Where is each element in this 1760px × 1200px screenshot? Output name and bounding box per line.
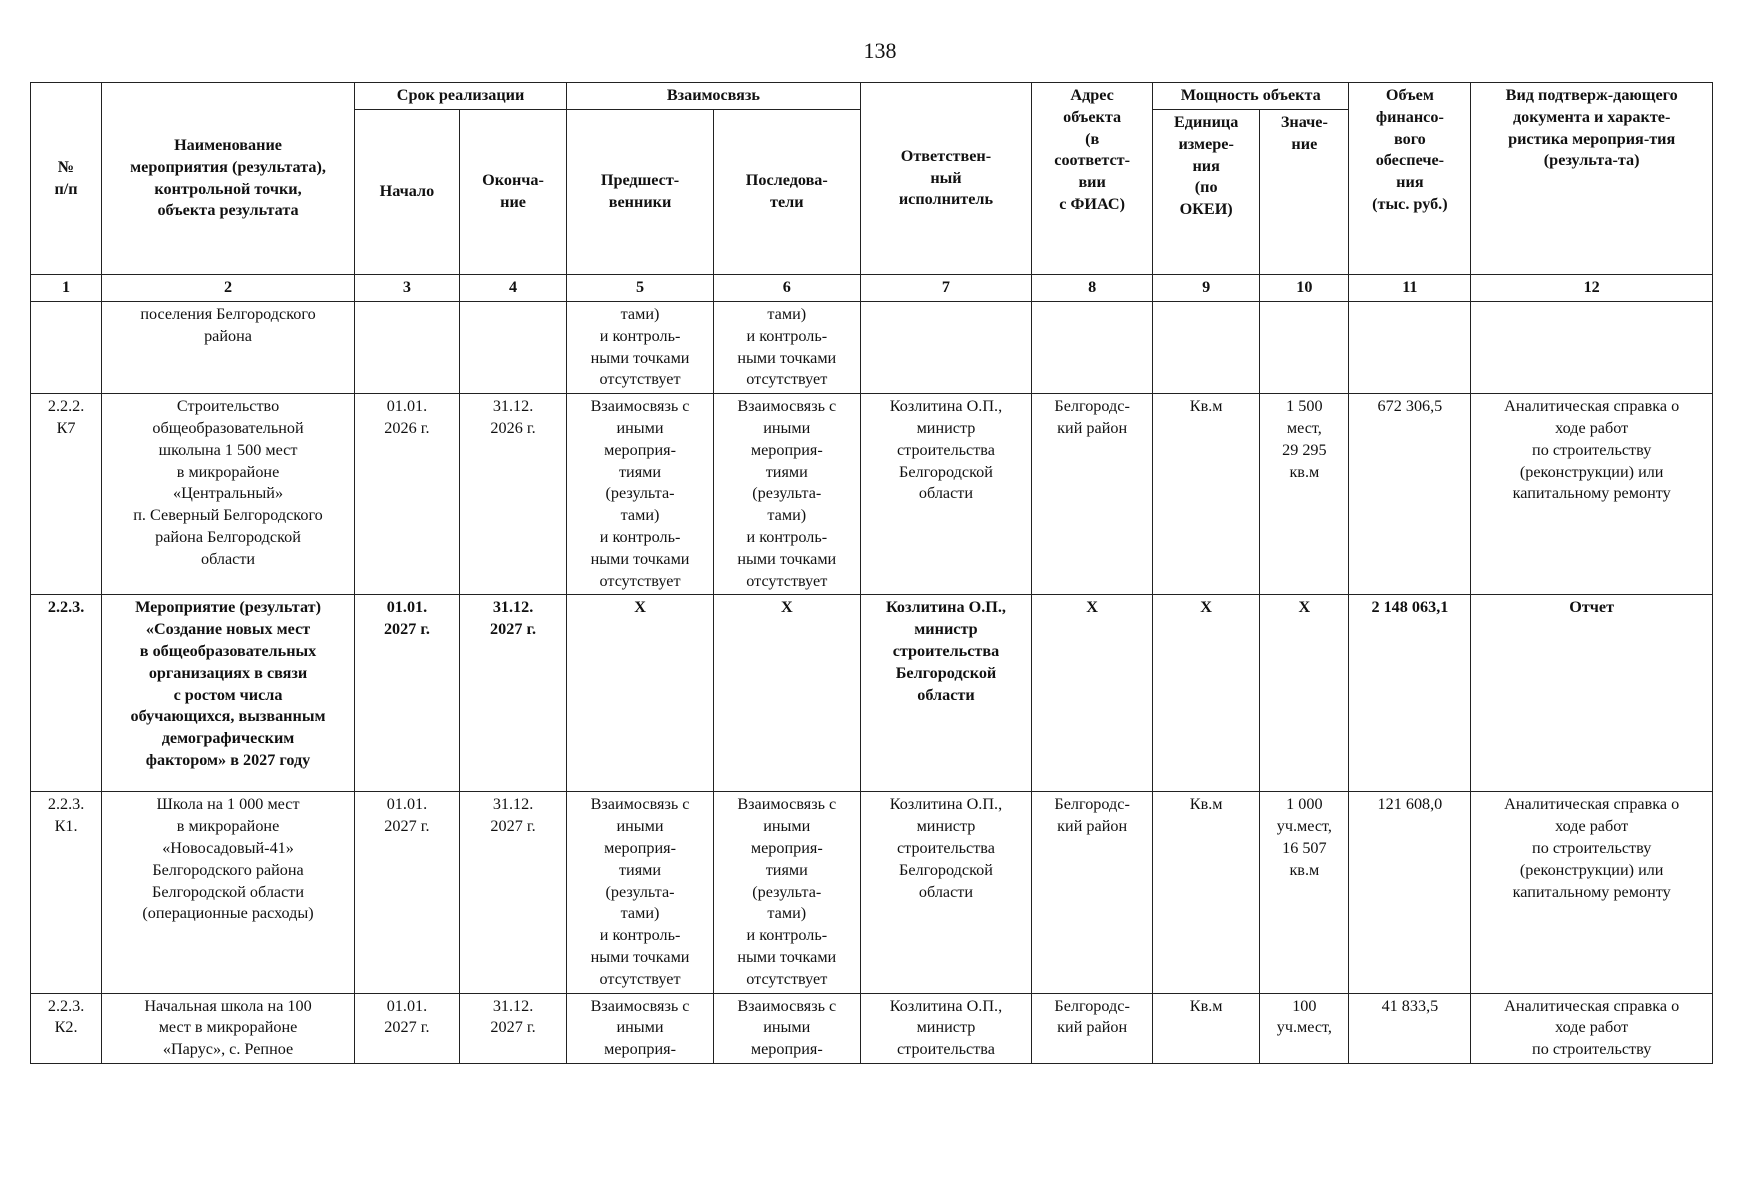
cell-num: 2.2.3. (31, 595, 102, 792)
cell-funding: 41 833,5 (1349, 993, 1471, 1063)
header-num: № п/п (31, 83, 102, 275)
col-number: 3 (354, 275, 459, 302)
col-number: 1 (31, 275, 102, 302)
col-number: 7 (860, 275, 1032, 302)
cell-document (1471, 302, 1713, 394)
cell-num: 2.2.2. К7 (31, 394, 102, 595)
table-row (31, 302, 1713, 394)
cell-num (31, 302, 102, 394)
cell-document: Аналитическая справка о ходе работ по строительству (реконструкции) или капитальному ремонту (1471, 792, 1713, 993)
cell-num: 2.2.3. К2. (31, 993, 102, 1063)
cell-name: Школа на 1 000 мест в микрорайоне «Новосадовый-41» Белгородского района Белгородской области (операционные расходы) (102, 792, 355, 993)
cell-predecessors: Взаимосвязь с иными мероприя- (567, 993, 714, 1063)
cell-predecessors: Взаимосвязь с иными мероприя- тиями (результа- тами) и контроль- ными точками отсутствует (567, 792, 714, 993)
table-row (31, 595, 1713, 792)
cell-successors: тами) и контроль- ными точками отсутствует (713, 302, 860, 394)
cell-unit: Кв.м (1153, 993, 1260, 1063)
header-predecessors: Предшест- венники (567, 110, 714, 275)
cell-value: 100 уч.мест, (1260, 993, 1349, 1063)
events-table (30, 82, 1713, 1064)
cell-successors: Взаимосвязь с иными мероприя- тиями (результа- тами) и контроль- ными точками отсутствует (713, 394, 860, 595)
table-row (31, 993, 1713, 1063)
header-successors: Последова- тели (713, 110, 860, 275)
col-number: 10 (1260, 275, 1349, 302)
header-relation: Взаимосвязь (567, 83, 861, 110)
cell-end: 31.12. 2027 г. (459, 792, 566, 993)
cell-funding: 2 148 063,1 (1349, 595, 1471, 792)
cell-address: Белгородс- кий район (1032, 792, 1153, 993)
header-start: Начало (354, 110, 459, 275)
cell-end: 31.12. 2027 г. (459, 993, 566, 1063)
col-number: 11 (1349, 275, 1471, 302)
cell-document: Аналитическая справка о ходе работ по строительству (1471, 993, 1713, 1063)
cell-executor: Козлитина О.П., министр строительства (860, 993, 1032, 1063)
col-number: 8 (1032, 275, 1153, 302)
cell-start: 01.01. 2027 г. (354, 792, 459, 993)
cell-executor: Козлитина О.П., министр строительства Белгородской области (860, 595, 1032, 792)
header-period: Срок реализации (354, 83, 566, 110)
cell-successors: Х (713, 595, 860, 792)
table-row (31, 394, 1713, 595)
header-unit: Единица измере- ния (по ОКЕИ) (1153, 110, 1260, 275)
header-end: Оконча- ние (459, 110, 566, 275)
header-name: Наименование мероприятия (результата), контрольной точки, объекта результата (102, 83, 355, 275)
cell-funding: 121 608,0 (1349, 792, 1471, 993)
cell-num: 2.2.3. К1. (31, 792, 102, 993)
cell-address: Белгородс- кий район (1032, 993, 1153, 1063)
cell-executor: Козлитина О.П., министр строительства Белгородской области (860, 792, 1032, 993)
cell-name: Мероприятие (результат) «Создание новых мест в общеобразовательных организациях в связи с ростом числа обучающихся, вызванным демографическим фактором» в 2027 году (102, 595, 355, 792)
col-number: 4 (459, 275, 566, 302)
col-number: 2 (102, 275, 355, 302)
header-value: Значе- ние (1260, 110, 1349, 275)
cell-predecessors: Взаимосвязь с иными мероприя- тиями (результа- тами) и контроль- ными точками отсутствует (567, 394, 714, 595)
header-document: Вид подтверж-дающего документа и характе- ристика мероприя-тия (результа-та) (1471, 83, 1713, 275)
cell-value: 1 000 уч.мест, 16 507 кв.м (1260, 792, 1349, 993)
cell-value (1260, 302, 1349, 394)
cell-address (1032, 302, 1153, 394)
cell-end: 31.12. 2026 г. (459, 394, 566, 595)
header-funding: Объем финансо- вого обеспече- ния (тыс. руб.) (1349, 83, 1471, 275)
cell-predecessors: Х (567, 595, 714, 792)
page-number: 138 (863, 38, 897, 63)
cell-unit: Х (1153, 595, 1260, 792)
cell-predecessors: тами) и контроль- ными точками отсутствует (567, 302, 714, 394)
header-capacity: Мощность объекта (1153, 83, 1349, 110)
col-number: 12 (1471, 275, 1713, 302)
cell-end: 31.12. 2027 г. (459, 595, 566, 792)
col-number: 9 (1153, 275, 1260, 302)
column-numbers-row (31, 275, 1713, 302)
cell-document: Аналитическая справка о ходе работ по строительству (реконструкции) или капитальному ремонту (1471, 394, 1713, 595)
table-row (31, 792, 1713, 993)
header-address: Адрес объекта (в соответст- вии с ФИАС) (1032, 83, 1153, 275)
cell-value: 1 500 мест, 29 295 кв.м (1260, 394, 1349, 595)
cell-start: 01.01. 2027 г. (354, 595, 459, 792)
cell-document: Отчет (1471, 595, 1713, 792)
cell-start: 01.01. 2026 г. (354, 394, 459, 595)
cell-value: Х (1260, 595, 1349, 792)
col-number: 5 (567, 275, 714, 302)
header-executor: Ответствен- ный исполнитель (860, 83, 1032, 275)
cell-unit: Кв.м (1153, 792, 1260, 993)
cell-end (459, 302, 566, 394)
cell-address: Белгородс- кий район (1032, 394, 1153, 595)
cell-funding: 672 306,5 (1349, 394, 1471, 595)
cell-name: Строительство общеобразовательной школына 1 500 мест в микрорайоне «Центральный» п. Северный Белгородского района Белгородской области (102, 394, 355, 595)
cell-successors: Взаимосвязь с иными мероприя- (713, 993, 860, 1063)
cell-executor: Козлитина О.П., министр строительства Белгородской области (860, 394, 1032, 595)
cell-name: поселения Белгородского района (102, 302, 355, 394)
cell-address: Х (1032, 595, 1153, 792)
cell-executor (860, 302, 1032, 394)
cell-funding (1349, 302, 1471, 394)
cell-name: Начальная школа на 100 мест в микрорайоне «Парус», с. Репное (102, 993, 355, 1063)
cell-start: 01.01. 2027 г. (354, 993, 459, 1063)
cell-successors: Взаимосвязь с иными мероприя- тиями (результа- тами) и контроль- ными точками отсутствует (713, 792, 860, 993)
cell-unit: Кв.м (1153, 394, 1260, 595)
cell-unit (1153, 302, 1260, 394)
cell-start (354, 302, 459, 394)
col-number: 6 (713, 275, 860, 302)
